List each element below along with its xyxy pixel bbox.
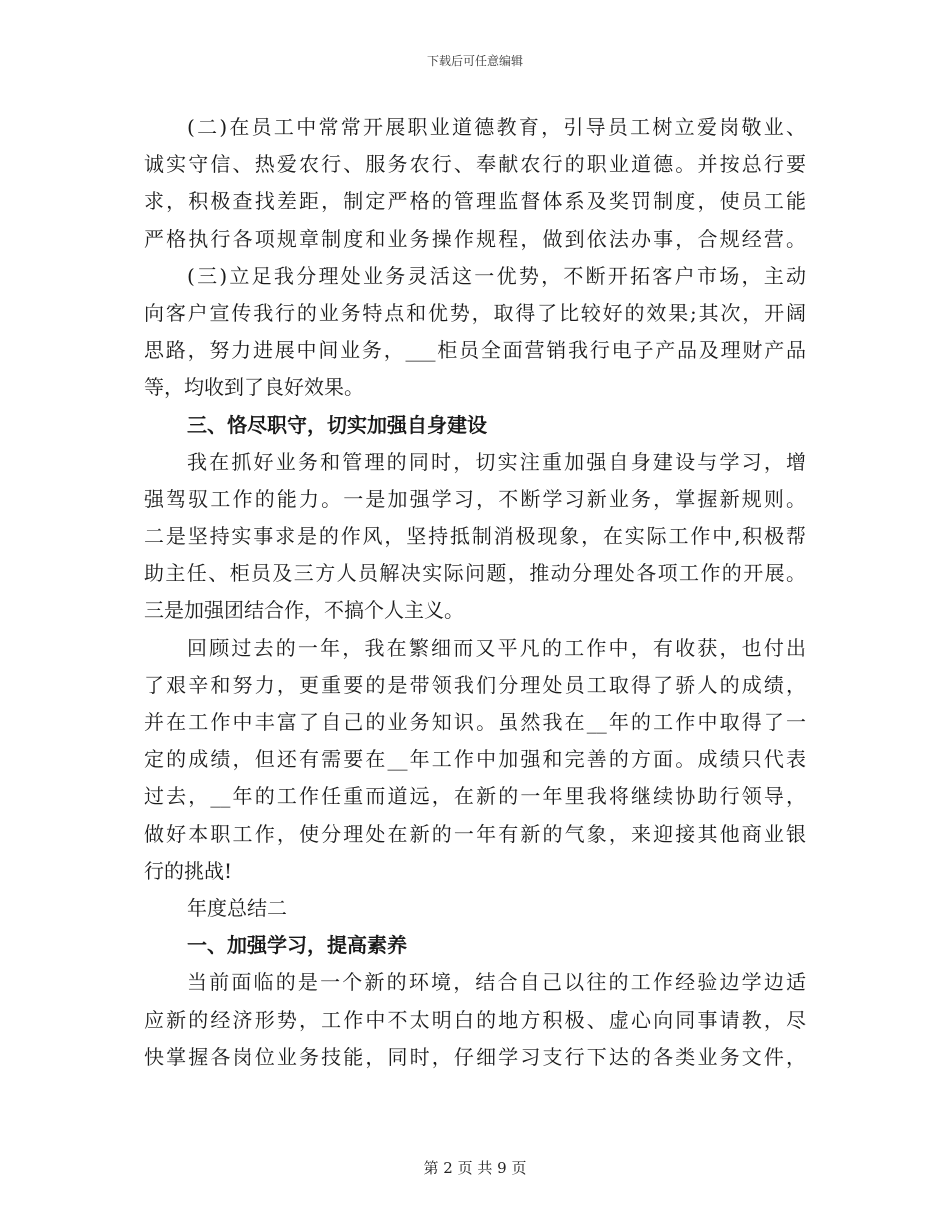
paragraph-line: 定的成绩，但还有需要在__年工作中加强和完善的方面。成绩只代表 bbox=[144, 747, 806, 772]
paragraph-line: 助主任、柜员及三方人员解决实际问题，推动分理处各项工作的开展。 bbox=[144, 561, 806, 586]
paragraph-line: (二)在员工中常常开展职业道德教育，引导员工树立爱岗敬业、 bbox=[187, 115, 806, 139]
paragraph-line: 求，积极查找差距，制定严格的管理监督体系及奖罚制度，使员工能 bbox=[144, 189, 806, 214]
paragraph-line: 并在工作中丰富了自己的业务知识。虽然我在__年的工作中取得了一 bbox=[144, 710, 806, 734]
paragraph-line: 三是加强团结合作，不搞个人主义。 bbox=[144, 598, 464, 623]
paragraph-line: 二是坚持实事求是的作风，坚持抵制消极现象，在实际工作中,积极帮 bbox=[144, 524, 806, 549]
paragraph-line: 当前面临的是一个新的环境，结合自己以往的工作经验边学边适 bbox=[187, 970, 806, 995]
paragraph-line: 思路，努力进展中间业务，___柜员全面营销我行电子产品及理财产品 bbox=[144, 338, 806, 363]
paragraph-line: 等，均收到了良好效果。 bbox=[144, 375, 364, 400]
paragraph-line: 我在抓好业务和管理的同时，切实注重加强自身建设与学习，增 bbox=[187, 449, 806, 474]
paragraph-line: 严格执行各项规章制度和业务操作规程，做到依法办事，合规经营。 bbox=[144, 226, 806, 251]
paragraph-line: 回顾过去的一年，我在繁细而又平凡的工作中，有收获，也付出 bbox=[187, 635, 806, 660]
paragraph-line: 诚实守信、热爱农行、服务农行、奉献农行的职业道德。并按总行要 bbox=[144, 152, 806, 177]
paragraph-line: 行的挑战! bbox=[144, 858, 233, 883]
document-body bbox=[144, 109, 806, 1076]
section-heading: 三、恪尽职守，切实加强自身建设 bbox=[187, 412, 487, 437]
page-header: 下载后可任意编辑 bbox=[426, 54, 523, 68]
paragraph-line: 过去，__年的工作任重而道远，在新的一年里我将继续协助行领导， bbox=[144, 784, 806, 809]
paragraph-line: 强驾驭工作的能力。一是加强学习，不断学习新业务，掌握新规则。 bbox=[144, 486, 806, 511]
paragraph-line: 向客户宣传我行的业务特点和优势，取得了比较好的效果;其次，开阔 bbox=[144, 300, 806, 325]
paragraph-line: 快掌握各岗位业务技能，同时，仔细学习支行下达的各类业务文件， bbox=[144, 1044, 806, 1069]
paragraph-line: (三)立足我分理处业务灵活这一优势，不断开拓客户市场，主动 bbox=[187, 263, 806, 288]
section-heading: 年度总结二 bbox=[187, 895, 287, 920]
section-heading: 一、加强学习，提高素养 bbox=[187, 933, 407, 958]
page-footer: 第 2 页 共 9 页 bbox=[423, 1159, 527, 1177]
paragraph-line: 应新的经济形势，工作中不太明白的地方积极、虚心向同事请教，尽 bbox=[144, 1007, 806, 1032]
paragraph-line: 做好本职工作，使分理处在新的一年有新的气象，来迎接其他商业银 bbox=[144, 821, 806, 846]
paragraph-line: 了艰辛和努力，更重要的是带领我们分理处员工取得了骄人的成绩， bbox=[144, 672, 806, 697]
